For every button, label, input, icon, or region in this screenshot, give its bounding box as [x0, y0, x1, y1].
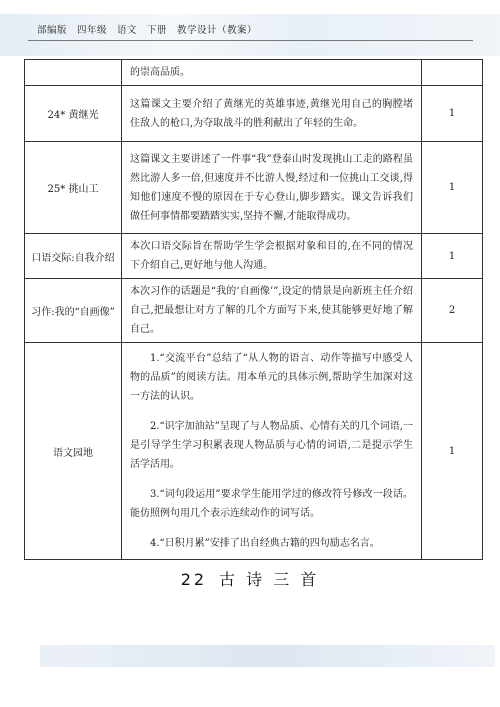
row-hours: 1: [422, 234, 483, 279]
row-title: 25* 挑山工: [25, 142, 122, 234]
table-row: [25, 60, 483, 86]
row-description: 的崇高品质。: [122, 60, 422, 86]
row-title: 口语交际:自我介绍: [25, 234, 122, 279]
garden-item: 2.“识字加油站”呈现了与人物品质、心情有关的几个词语,一是引导学生学习积累表现人物品质与心情的词语,二是提示学生活学活用。: [130, 421, 413, 470]
row-description: 这篇课文主要讲述了一件事“我”登泰山时发现挑山工走的路程虽然比游人多一倍,但速度并不比游人慢,经过和一位挑山工交谈,得知他们速度不慢的原因在于专心登山,脚步踏实。课文告诉我们做任何事情都要踏踏实实,坚持不懈,才能取得成功。: [122, 142, 422, 234]
row-description: 本次口语交际旨在帮助学生学会根据对象和目的,在不同的情况下介绍自己,更好地与他人沟通。: [122, 234, 422, 279]
header-rule: [28, 40, 473, 41]
lesson-title: 古 诗 三 首: [219, 570, 320, 589]
running-header: 部编版 四年级 语文 下册 教学设计（教案）: [37, 25, 258, 36]
garden-item: 1.“交流平台”总结了“从人物的语言、动作等描写中感受人物的品质”的阅读方法。用本单元的具体示例,帮助学生加深对这一方法的认识。: [130, 353, 413, 402]
row-title: 24* 黄继光: [25, 86, 122, 142]
garden-item: 4.“日积月累”安排了出自经典古籍的四句励志名言。: [150, 538, 380, 549]
table-row: [25, 142, 483, 234]
table-row: [25, 343, 483, 560]
row-description: 这篇课文主要介绍了黄继光的英雄事迹,黄继光用自己的胸膛堵住敌人的枪口,为夺取战斗的胜利献出了年轻的生命。: [122, 86, 422, 142]
row-hours: 1: [422, 86, 483, 142]
row-title: [25, 60, 122, 86]
table-row: [25, 234, 483, 279]
footer-band: [40, 645, 495, 667]
lesson-number: 22: [180, 570, 208, 589]
lesson-heading: [0, 567, 500, 590]
row-title: 语文园地: [25, 343, 122, 560]
row-title: 习作:我的“自画像”: [25, 279, 122, 343]
row-description: [122, 343, 422, 560]
row-description: 本次习作的话题是“我的‘自画像’”,设定的情景是向新班主任介绍自己,把最想让对方了解的几个方面写下来,使其能够更好地了解自己。: [122, 279, 422, 343]
lesson-plan-table: [24, 59, 483, 560]
table-row: [25, 279, 483, 343]
row-hours: 1: [422, 142, 483, 234]
table-row: [25, 86, 483, 142]
row-hours: [422, 60, 483, 86]
row-hours: 2: [422, 279, 483, 343]
row-hours: 1: [422, 343, 483, 560]
garden-item: 3.“词句段运用”要求学生能用学过的修改符号修改一段话。能仿照例句用几个表示连续动作的词写话。: [130, 489, 413, 519]
